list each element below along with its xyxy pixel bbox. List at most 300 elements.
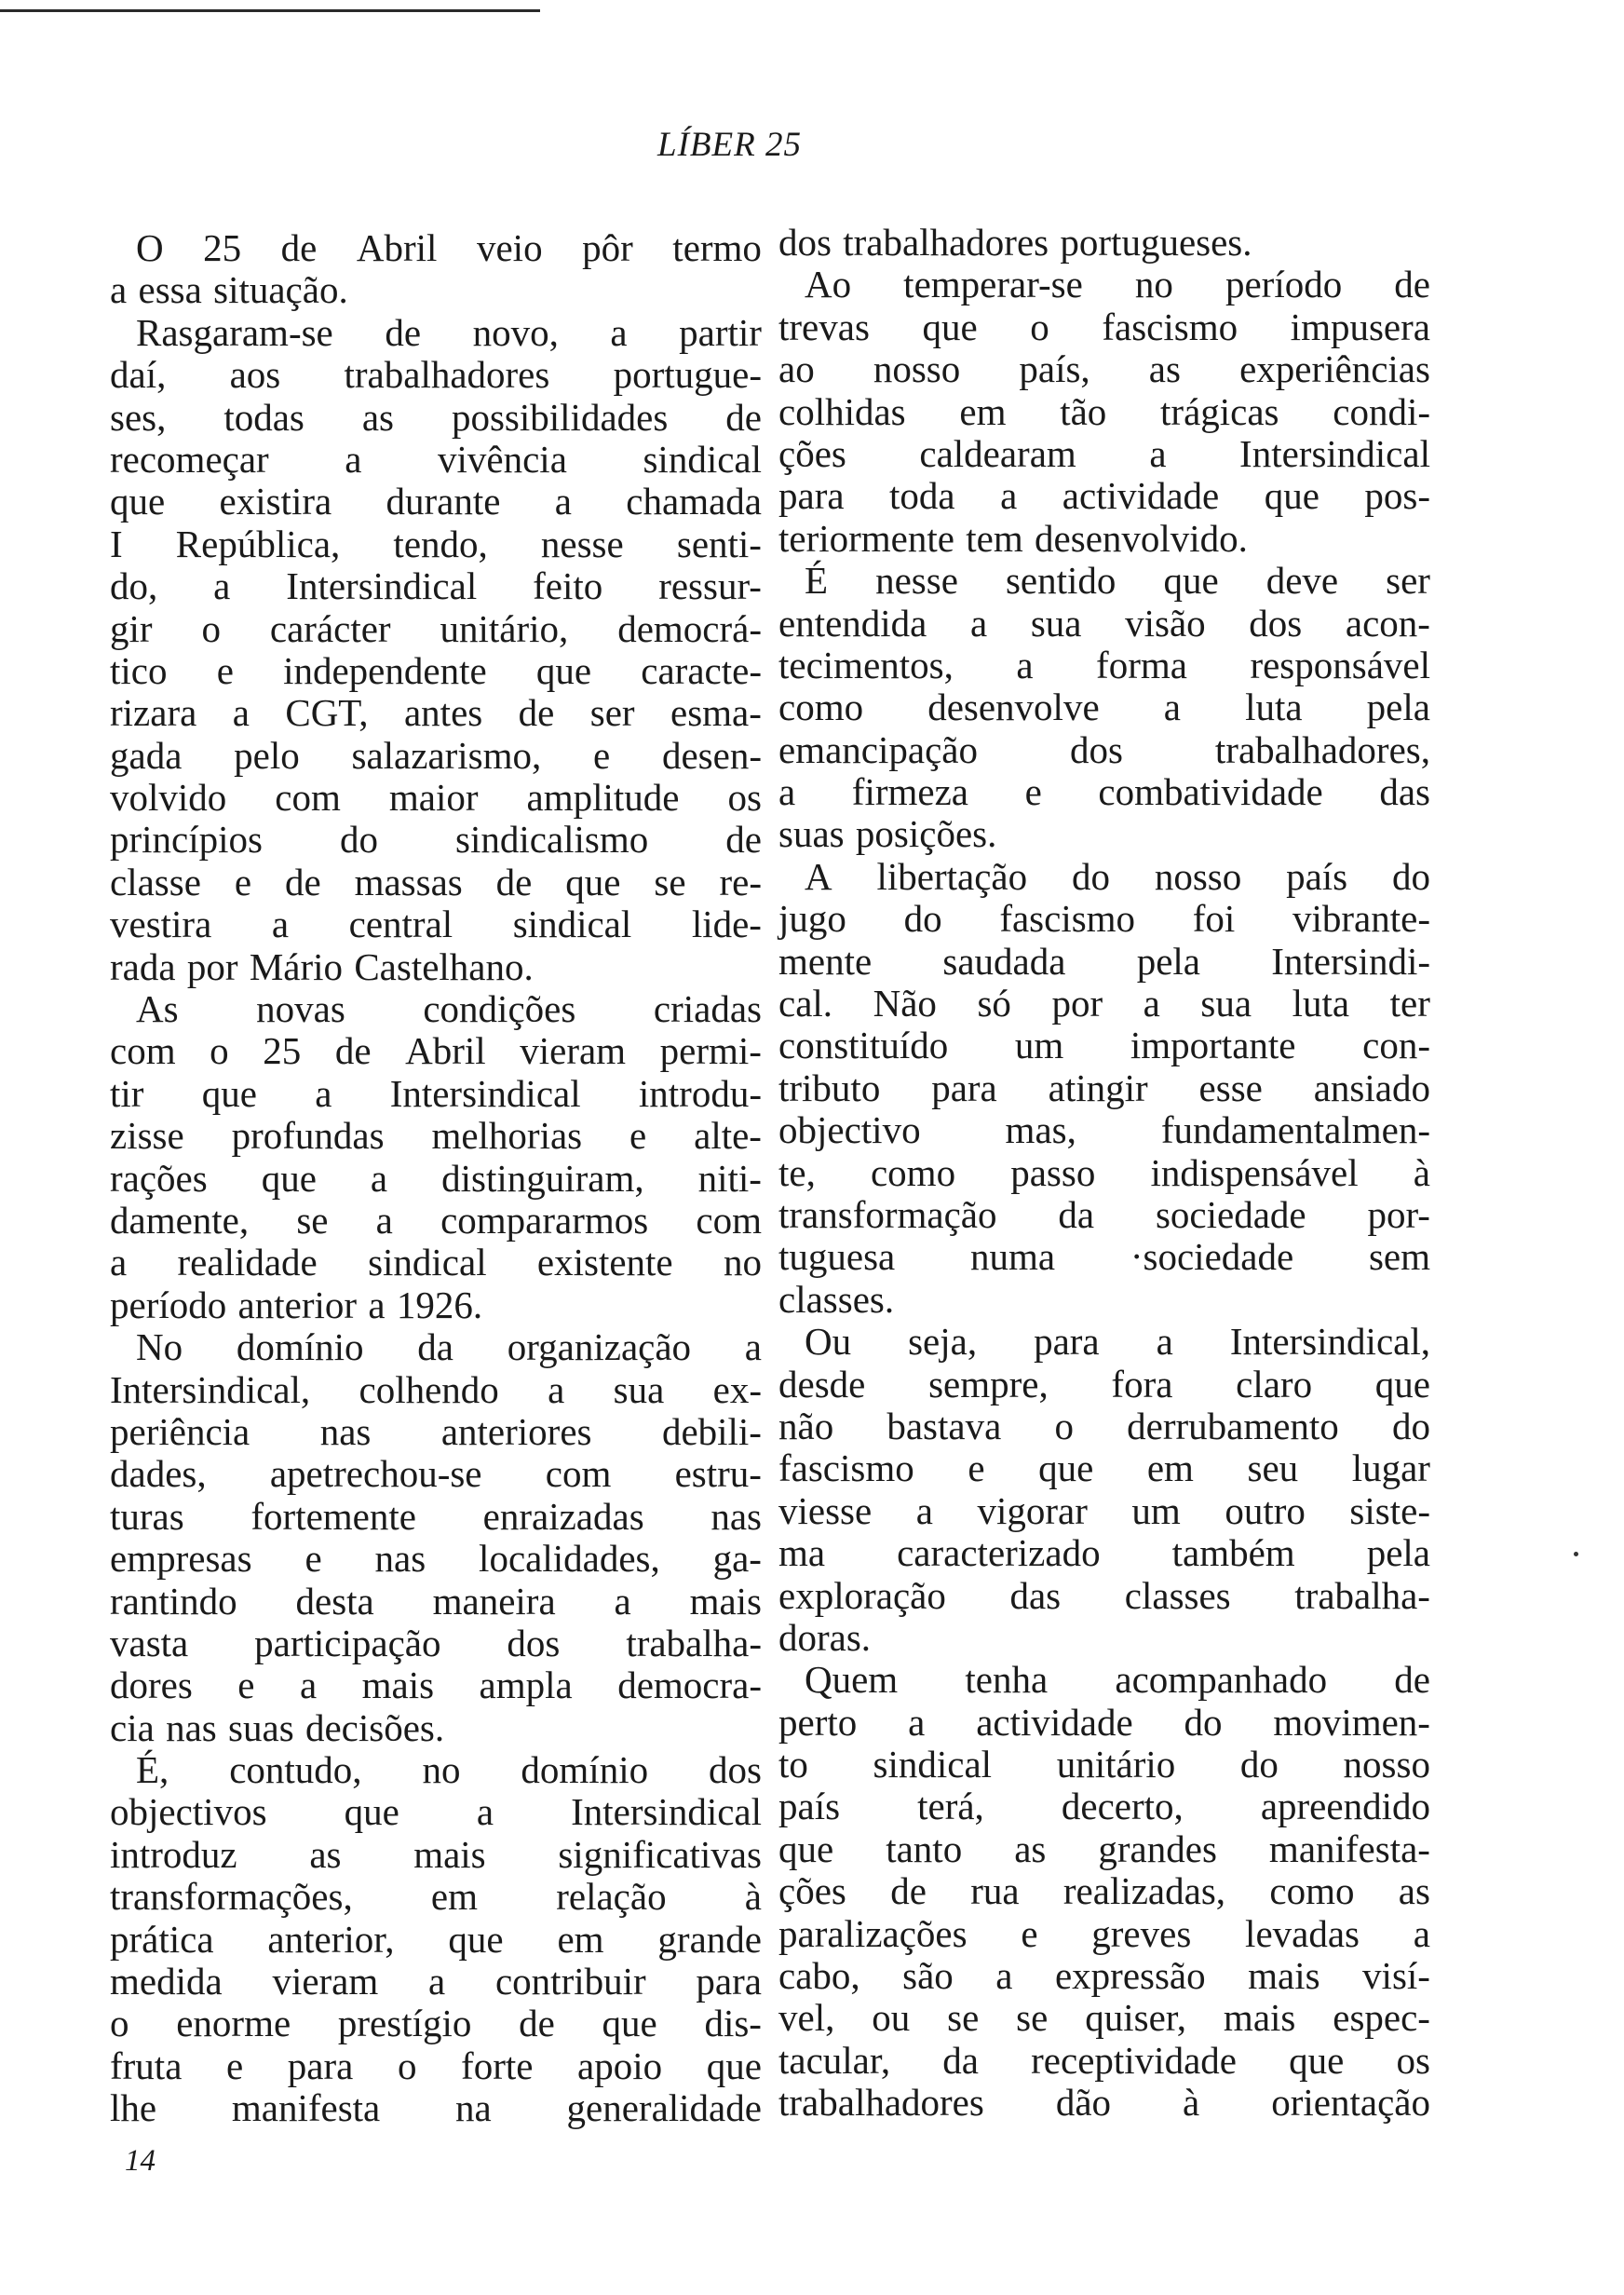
word: firmeza bbox=[851, 770, 968, 814]
text-line bbox=[778, 1152, 1430, 1194]
word: portugue- bbox=[613, 353, 762, 397]
word: trabalha- bbox=[1294, 1573, 1430, 1617]
word: na bbox=[455, 2086, 492, 2130]
text-line bbox=[778, 222, 1430, 264]
word: nas bbox=[319, 1409, 372, 1453]
text-line bbox=[778, 2082, 1430, 2124]
word: democra- bbox=[617, 1664, 762, 1707]
word: atingir bbox=[1048, 1066, 1148, 1109]
word: a bbox=[110, 1241, 128, 1284]
word: de bbox=[890, 1869, 927, 1913]
word: 25 bbox=[263, 1029, 302, 1073]
word: constituído bbox=[778, 1024, 949, 1067]
word: desde bbox=[778, 1362, 866, 1406]
word: no bbox=[723, 1241, 762, 1284]
word: dão bbox=[1055, 2081, 1112, 2125]
word: medida bbox=[110, 1960, 223, 2003]
word: tão bbox=[1060, 389, 1107, 433]
text-line bbox=[110, 2003, 762, 2044]
word: que bbox=[535, 648, 592, 692]
text-line bbox=[110, 1453, 762, 1495]
word: esma- bbox=[670, 691, 762, 735]
word: Não bbox=[873, 982, 937, 1025]
word: termo bbox=[672, 226, 762, 269]
word: prestígio bbox=[337, 2002, 472, 2045]
word: forte bbox=[461, 2044, 534, 2087]
word: enraizadas bbox=[482, 1494, 644, 1538]
text-line bbox=[110, 819, 762, 861]
word: que bbox=[706, 2044, 762, 2087]
text-line bbox=[110, 1876, 762, 1918]
word: dos bbox=[709, 1748, 762, 1792]
word: de bbox=[1394, 1658, 1430, 1702]
word: caldearam bbox=[919, 431, 1076, 475]
word: possibilidades bbox=[451, 395, 669, 439]
top-rule bbox=[0, 9, 540, 12]
word: em bbox=[557, 1917, 604, 1961]
word: que bbox=[778, 1826, 834, 1870]
word: que bbox=[1264, 474, 1320, 518]
word: quiser, bbox=[1085, 1996, 1187, 2040]
word: período bbox=[110, 1283, 227, 1326]
word: permi- bbox=[659, 1029, 762, 1073]
word: responsável bbox=[1250, 643, 1430, 686]
word: vasta bbox=[110, 1621, 189, 1664]
text-line bbox=[778, 983, 1430, 1025]
word: anteriores bbox=[440, 1409, 592, 1453]
word: que bbox=[201, 1071, 257, 1115]
stray-mark bbox=[1574, 1552, 1578, 1556]
word: damente, bbox=[110, 1198, 250, 1242]
word: por bbox=[186, 944, 238, 988]
word: mente bbox=[778, 939, 873, 983]
word: Intersindical bbox=[1239, 431, 1430, 475]
word: democrá- bbox=[617, 606, 762, 650]
word: anterior, bbox=[267, 1917, 395, 1961]
word: o bbox=[1054, 1404, 1074, 1447]
word: trevas bbox=[778, 305, 870, 348]
text-line bbox=[110, 1623, 762, 1664]
word: a bbox=[778, 770, 796, 814]
word: a bbox=[110, 268, 128, 312]
word: de bbox=[725, 818, 762, 862]
word: são bbox=[902, 1954, 954, 1998]
text-line bbox=[778, 1870, 1430, 1912]
word: espec- bbox=[1333, 1996, 1430, 2040]
word: as bbox=[1014, 1826, 1047, 1870]
word: e bbox=[593, 733, 611, 777]
running-header: LÍBER 25 bbox=[657, 126, 802, 164]
word: enorme bbox=[176, 2002, 291, 2045]
word: antes bbox=[403, 691, 483, 735]
word: apetrechou-se bbox=[269, 1452, 482, 1496]
word: unitário bbox=[1056, 1743, 1176, 1786]
text-line bbox=[778, 1025, 1430, 1066]
word: orientação bbox=[1271, 2081, 1430, 2125]
word: mais bbox=[413, 1832, 486, 1876]
word: trabalhadores bbox=[778, 2081, 984, 2125]
word: tuguesa bbox=[778, 1235, 896, 1279]
word: saudada bbox=[942, 939, 1066, 983]
text-line bbox=[110, 903, 762, 945]
word: receptividade bbox=[1031, 2038, 1237, 2082]
word: nas bbox=[710, 1494, 762, 1538]
word: domínio bbox=[236, 1325, 364, 1369]
word: o bbox=[1030, 305, 1049, 348]
word: das bbox=[1009, 1573, 1062, 1617]
word: dos bbox=[1069, 727, 1123, 771]
text-line bbox=[778, 1447, 1430, 1489]
word: maior bbox=[388, 776, 479, 820]
word: ga- bbox=[712, 1537, 762, 1581]
word: A bbox=[805, 854, 832, 898]
text-line bbox=[110, 1919, 762, 1961]
word: trabalhadores, bbox=[1214, 727, 1430, 771]
word: para bbox=[287, 2044, 354, 2087]
word: paralizações bbox=[778, 1911, 968, 1955]
word: tem bbox=[966, 516, 1023, 560]
text-line bbox=[110, 1834, 762, 1876]
word: relação bbox=[556, 1875, 667, 1919]
word: central bbox=[348, 903, 453, 946]
word: rações bbox=[110, 1156, 208, 1200]
word: CGT, bbox=[285, 691, 369, 735]
word: manifesta bbox=[231, 2086, 381, 2130]
word: o bbox=[201, 606, 221, 650]
text-line bbox=[778, 1364, 1430, 1406]
left-column bbox=[110, 227, 762, 2130]
text-line bbox=[110, 692, 762, 734]
word: por- bbox=[1367, 1192, 1430, 1236]
word: maneira bbox=[432, 1579, 556, 1623]
word: do bbox=[1071, 854, 1110, 898]
word: ressur- bbox=[658, 564, 762, 608]
word: no bbox=[422, 1748, 461, 1792]
word: bastava bbox=[886, 1404, 1002, 1447]
word: fascismo bbox=[999, 897, 1136, 941]
word: chamada bbox=[626, 480, 762, 523]
word: sua bbox=[1200, 982, 1252, 1025]
word: tanto bbox=[886, 1826, 963, 1870]
word: desenvolve bbox=[927, 686, 1100, 729]
word: trabalhadores bbox=[344, 353, 550, 397]
word: as bbox=[309, 1832, 342, 1876]
word: de bbox=[519, 2002, 555, 2045]
word: pôr bbox=[582, 226, 633, 269]
word: colhidas bbox=[778, 389, 906, 433]
word: ou bbox=[872, 1996, 911, 2040]
word: sindical bbox=[512, 903, 632, 946]
word: para bbox=[1034, 1320, 1100, 1364]
word: e bbox=[237, 1664, 255, 1707]
word: generalidade bbox=[566, 2086, 762, 2130]
word: localidades, bbox=[479, 1537, 660, 1581]
text-line bbox=[778, 1913, 1430, 1955]
word: ampla bbox=[479, 1664, 573, 1707]
word: ter bbox=[1389, 982, 1430, 1025]
word: em bbox=[1146, 1446, 1194, 1490]
word: mais bbox=[1223, 1996, 1296, 2040]
word: no bbox=[1134, 263, 1173, 306]
text-line bbox=[778, 1067, 1430, 1109]
word: forma bbox=[1096, 643, 1187, 686]
word: e bbox=[216, 648, 234, 692]
word: mais bbox=[1248, 1954, 1320, 1998]
word: pela bbox=[1366, 686, 1430, 729]
word: a bbox=[213, 564, 231, 608]
text-line bbox=[110, 1284, 762, 1326]
word: ex- bbox=[712, 1367, 762, 1411]
word: e bbox=[304, 1537, 322, 1581]
word: rizara bbox=[110, 691, 197, 735]
text-line bbox=[778, 898, 1430, 940]
text-line bbox=[110, 1411, 762, 1453]
word: O bbox=[136, 226, 164, 269]
word: de bbox=[280, 226, 318, 269]
word: domínio bbox=[521, 1748, 649, 1792]
word: objectivo bbox=[778, 1108, 921, 1152]
word: 1926. bbox=[396, 1283, 483, 1326]
word: ser bbox=[1386, 559, 1430, 603]
word: as bbox=[361, 395, 394, 439]
word: visão bbox=[1125, 601, 1206, 645]
word: deve bbox=[1265, 559, 1339, 603]
word: a bbox=[1016, 643, 1034, 686]
word: Intersindical bbox=[286, 564, 478, 608]
word: e bbox=[1021, 1911, 1038, 1955]
word: pos- bbox=[1364, 474, 1430, 518]
word: do bbox=[1184, 1700, 1223, 1744]
word: realidade bbox=[177, 1241, 318, 1284]
text-line bbox=[110, 2087, 762, 2129]
word: durante bbox=[386, 480, 501, 523]
text-line bbox=[110, 312, 762, 354]
word: fundamentalmen- bbox=[1160, 1108, 1430, 1152]
text-line bbox=[778, 264, 1430, 306]
text-line bbox=[110, 862, 762, 903]
word: significativas bbox=[558, 1832, 762, 1876]
word: trabalha- bbox=[626, 1621, 762, 1664]
word: do bbox=[340, 818, 378, 862]
text-line bbox=[778, 1659, 1430, 1701]
word: classes. bbox=[778, 1277, 895, 1321]
word: ma bbox=[778, 1531, 826, 1575]
word: da bbox=[942, 2038, 979, 2082]
word: visí- bbox=[1362, 1954, 1430, 1998]
word: e bbox=[629, 1114, 647, 1158]
text-line bbox=[778, 518, 1430, 560]
word: sem bbox=[1368, 1235, 1430, 1279]
text-line bbox=[110, 397, 762, 439]
word: sindical bbox=[368, 1241, 487, 1284]
word: a bbox=[610, 310, 628, 354]
word: ções bbox=[778, 431, 846, 475]
word: cal. bbox=[778, 982, 833, 1025]
text-line bbox=[778, 1786, 1430, 1827]
word: novas bbox=[256, 987, 345, 1031]
text-line bbox=[110, 1242, 762, 1283]
word: fruta bbox=[110, 2044, 183, 2087]
word: esse bbox=[1198, 1066, 1263, 1109]
word: zisse bbox=[110, 1114, 184, 1158]
word: rada bbox=[110, 944, 176, 988]
word: cia bbox=[110, 1705, 155, 1749]
word: niti- bbox=[697, 1156, 762, 1200]
word: a bbox=[908, 1700, 926, 1744]
word: cabo, bbox=[778, 1954, 860, 1998]
word: introduz bbox=[110, 1832, 237, 1876]
word: experiências bbox=[1239, 347, 1430, 391]
word: de bbox=[725, 395, 762, 439]
text-line bbox=[778, 1997, 1430, 2039]
word: ções bbox=[778, 1869, 846, 1913]
word: os bbox=[1396, 2038, 1430, 2082]
word: contribuir bbox=[494, 1960, 646, 2003]
word: foi bbox=[1192, 897, 1236, 941]
word: trágicas bbox=[1160, 389, 1279, 433]
word: à bbox=[1183, 2081, 1200, 2125]
word: gada bbox=[110, 733, 183, 777]
word: Ao bbox=[805, 263, 852, 306]
word: sentido bbox=[1005, 559, 1116, 603]
word: As bbox=[136, 987, 179, 1031]
word: vieram bbox=[272, 1960, 379, 2003]
text-line bbox=[110, 650, 762, 692]
word: do bbox=[1392, 854, 1430, 898]
word: perto bbox=[778, 1700, 858, 1744]
word: vestira bbox=[110, 903, 212, 946]
word: as bbox=[1148, 347, 1181, 391]
word: nesse bbox=[540, 522, 624, 565]
word: vieram bbox=[520, 1029, 627, 1073]
word: sua bbox=[1030, 601, 1082, 645]
word: ·sociedade bbox=[1130, 1235, 1294, 1279]
word: turas bbox=[110, 1494, 184, 1538]
word: a bbox=[1000, 474, 1018, 518]
word: jugo bbox=[778, 897, 846, 941]
word: o bbox=[110, 2002, 129, 2045]
word: Quem bbox=[805, 1658, 899, 1702]
word: do bbox=[1391, 1404, 1430, 1447]
text-line bbox=[778, 560, 1430, 602]
word: as bbox=[1398, 1869, 1430, 1913]
word: entendida bbox=[778, 601, 927, 645]
word: importante bbox=[1130, 1024, 1296, 1067]
word: partir bbox=[679, 310, 762, 354]
word: 25 bbox=[203, 226, 242, 269]
text-line bbox=[110, 777, 762, 819]
text-line bbox=[778, 1490, 1430, 1532]
word: de bbox=[385, 310, 422, 354]
text-line bbox=[778, 1828, 1430, 1870]
word: trabalhadores bbox=[843, 221, 1049, 264]
word: pela bbox=[1136, 939, 1200, 983]
word: Intersindical bbox=[389, 1071, 581, 1115]
word: a bbox=[1149, 431, 1167, 475]
text-line bbox=[110, 439, 762, 481]
word: ansiado bbox=[1313, 1066, 1430, 1109]
word: se bbox=[947, 1996, 980, 2040]
word: sindical bbox=[643, 437, 762, 481]
text-line bbox=[110, 1749, 762, 1791]
word: toda bbox=[889, 474, 955, 518]
word: com bbox=[545, 1452, 612, 1496]
word: que bbox=[1038, 1446, 1094, 1490]
word: Intersindical, bbox=[110, 1367, 311, 1411]
text-line bbox=[110, 1073, 762, 1115]
text-line bbox=[110, 1664, 762, 1706]
word: teriormente bbox=[778, 516, 954, 560]
word: existira bbox=[219, 480, 332, 523]
word: prática bbox=[110, 1917, 214, 1961]
word: introdu- bbox=[638, 1071, 762, 1115]
word: apoio bbox=[577, 2044, 663, 2087]
text-line bbox=[778, 433, 1430, 475]
word: todas bbox=[223, 395, 304, 439]
word: feito bbox=[533, 564, 603, 608]
word: viesse bbox=[778, 1488, 873, 1532]
word: e bbox=[234, 860, 252, 903]
word: como bbox=[870, 1150, 956, 1194]
word: país, bbox=[1019, 347, 1090, 391]
text-line bbox=[778, 1279, 1430, 1321]
word: colhendo bbox=[359, 1367, 499, 1411]
word: das bbox=[1379, 770, 1430, 814]
word: vigorar bbox=[977, 1488, 1088, 1532]
word: unitário, bbox=[440, 606, 569, 650]
word: luta bbox=[1292, 982, 1350, 1025]
word: dos bbox=[778, 221, 832, 264]
word: greves bbox=[1091, 1911, 1192, 1955]
word: Intersindi- bbox=[1271, 939, 1430, 983]
word: e bbox=[968, 1446, 985, 1490]
word: profundas bbox=[231, 1114, 385, 1158]
word: o bbox=[397, 2044, 417, 2087]
word: lhe bbox=[110, 2086, 157, 2130]
word: realizadas, bbox=[1062, 1869, 1226, 1913]
word: manifesta- bbox=[1268, 1826, 1430, 1870]
word: fortemente bbox=[250, 1494, 416, 1538]
word: um bbox=[1131, 1488, 1181, 1532]
word: fora bbox=[1111, 1362, 1173, 1406]
word: condi- bbox=[1333, 389, 1430, 433]
word: e bbox=[226, 2044, 244, 2087]
text-line bbox=[110, 1961, 762, 2003]
word: seu bbox=[1247, 1446, 1299, 1490]
word: luta bbox=[1245, 686, 1303, 729]
word: lide- bbox=[691, 903, 762, 946]
word: volvido bbox=[110, 776, 227, 820]
word: a bbox=[299, 1664, 318, 1707]
word: grande bbox=[657, 1917, 762, 1961]
word: sempre, bbox=[928, 1362, 1049, 1406]
word: ses, bbox=[110, 395, 167, 439]
word: nosso bbox=[1343, 1743, 1430, 1786]
word: a bbox=[476, 1790, 494, 1834]
word: gir bbox=[110, 606, 153, 650]
word: que bbox=[922, 305, 978, 348]
word: República, bbox=[175, 522, 341, 565]
word: numa bbox=[970, 1235, 1056, 1279]
word: participação bbox=[254, 1621, 441, 1664]
word: não bbox=[778, 1404, 834, 1447]
word: a bbox=[1163, 686, 1181, 729]
word: se bbox=[296, 1198, 329, 1242]
word: caracte- bbox=[641, 648, 762, 692]
text-line bbox=[778, 1702, 1430, 1744]
word: a bbox=[375, 1198, 393, 1242]
word: que bbox=[602, 2002, 657, 2045]
